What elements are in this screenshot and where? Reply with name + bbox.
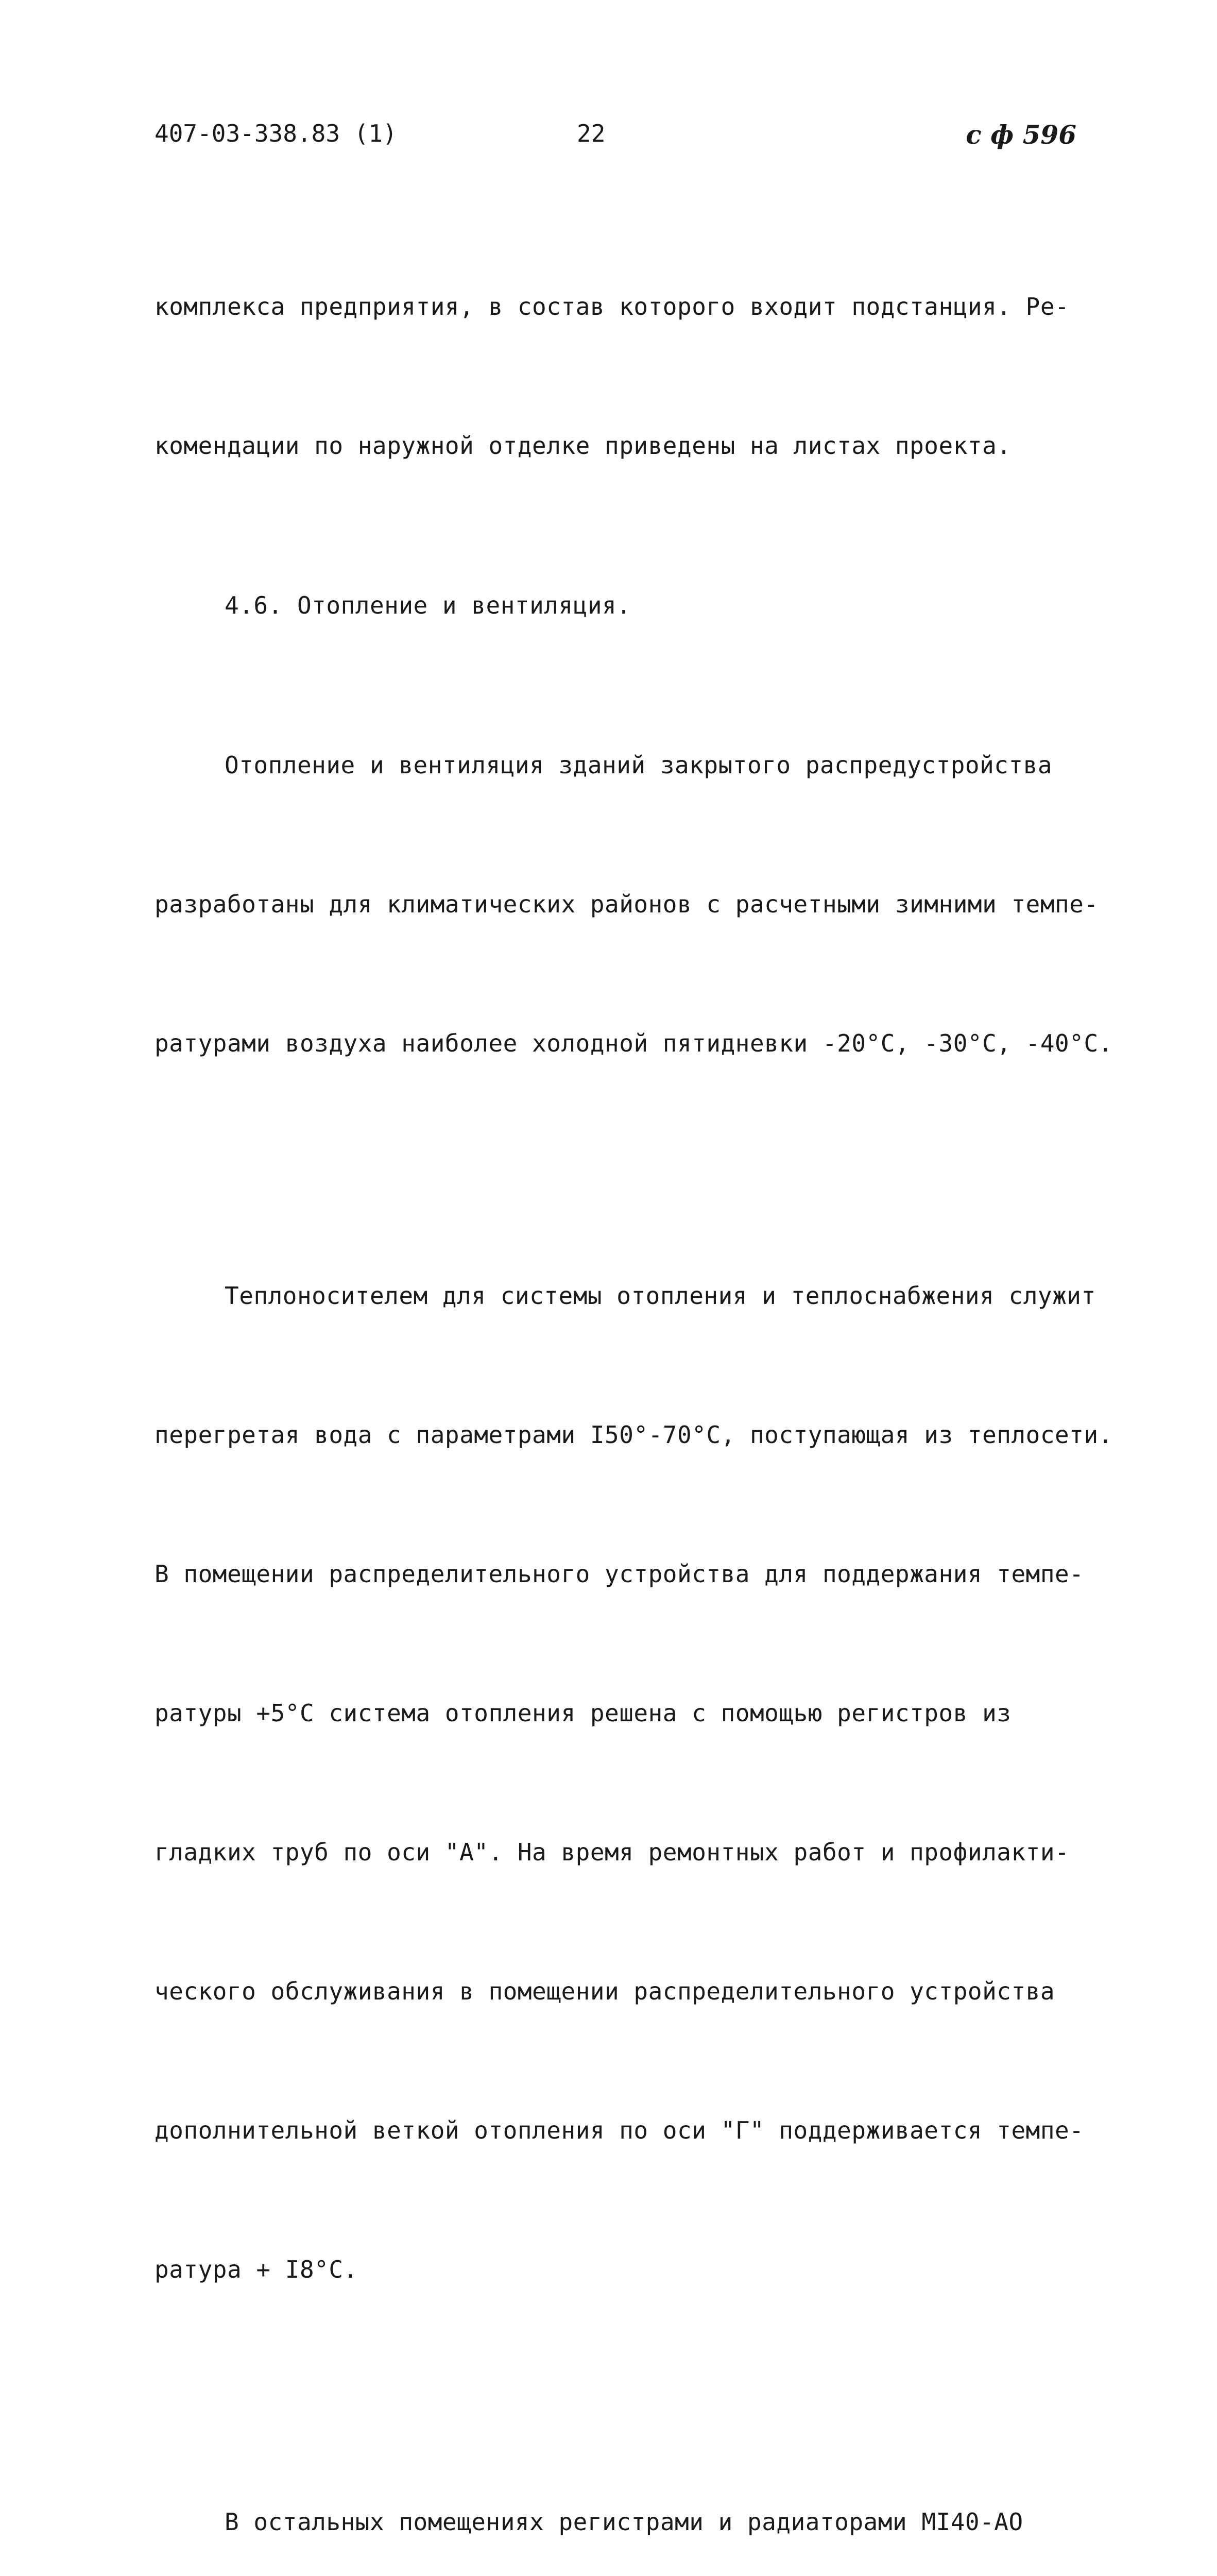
paragraph-heat-carrier bbox=[155, 1180, 1133, 2385]
text-line: комендации по наружной отделке приведены на листах проекта. bbox=[155, 432, 1012, 460]
text-line: В остальных помещениях регистрами и радиаторами МI40-АО bbox=[225, 2508, 1023, 2536]
text-line: дополнительной веткой отопления по оси "Г" поддерживается темпе- bbox=[155, 2116, 1084, 2144]
page-header bbox=[155, 120, 1076, 161]
text-line: гладких труб по оси "А". На время ремонтных работ и профилакти- bbox=[155, 1838, 1070, 1866]
paragraph-heating-overview bbox=[155, 649, 1133, 1159]
document-body bbox=[155, 191, 1133, 2576]
document-code: 407-03-338.83 (1) bbox=[155, 120, 397, 147]
text-line: разработаны для климатических районов с расчетными зимними темпе- bbox=[155, 890, 1099, 918]
text-line: В помещении распределительного устройства для поддержания темпе- bbox=[155, 1560, 1084, 1588]
page-number: 22 bbox=[577, 120, 606, 147]
text-line: ческого обслуживания в помещении распределительного устройства bbox=[155, 1977, 1055, 2005]
text-line: Теплоносителем для системы отопления и теплоснабжения служит bbox=[225, 1282, 1096, 1310]
text-line: ратура + I8°С. bbox=[155, 2256, 358, 2283]
section-heading-4-6: 4.6. Отопление и вентиляция. bbox=[225, 591, 631, 619]
text-line: ратурами воздуха наиболее холодной пятидневки -20°С, -30°С, -40°С. bbox=[155, 1029, 1113, 1057]
text-line: ратуры +5°С система отопления решена с помощью регистров из bbox=[155, 1699, 1012, 1727]
text-line: Отопление и вентиляция зданий закрытого распредустройства bbox=[225, 751, 1053, 779]
sheet-code: с ф 596 bbox=[966, 120, 1076, 150]
text-line: комплекса предприятия, в состав которого входит подстанция. Ре- bbox=[155, 293, 1070, 320]
intro-paragraph bbox=[155, 191, 1133, 562]
paragraph-other-rooms bbox=[155, 2406, 1133, 2576]
text-line: перегретая вода с параметрами I50°-70°С, поступающая из теплосети. bbox=[155, 1421, 1113, 1449]
